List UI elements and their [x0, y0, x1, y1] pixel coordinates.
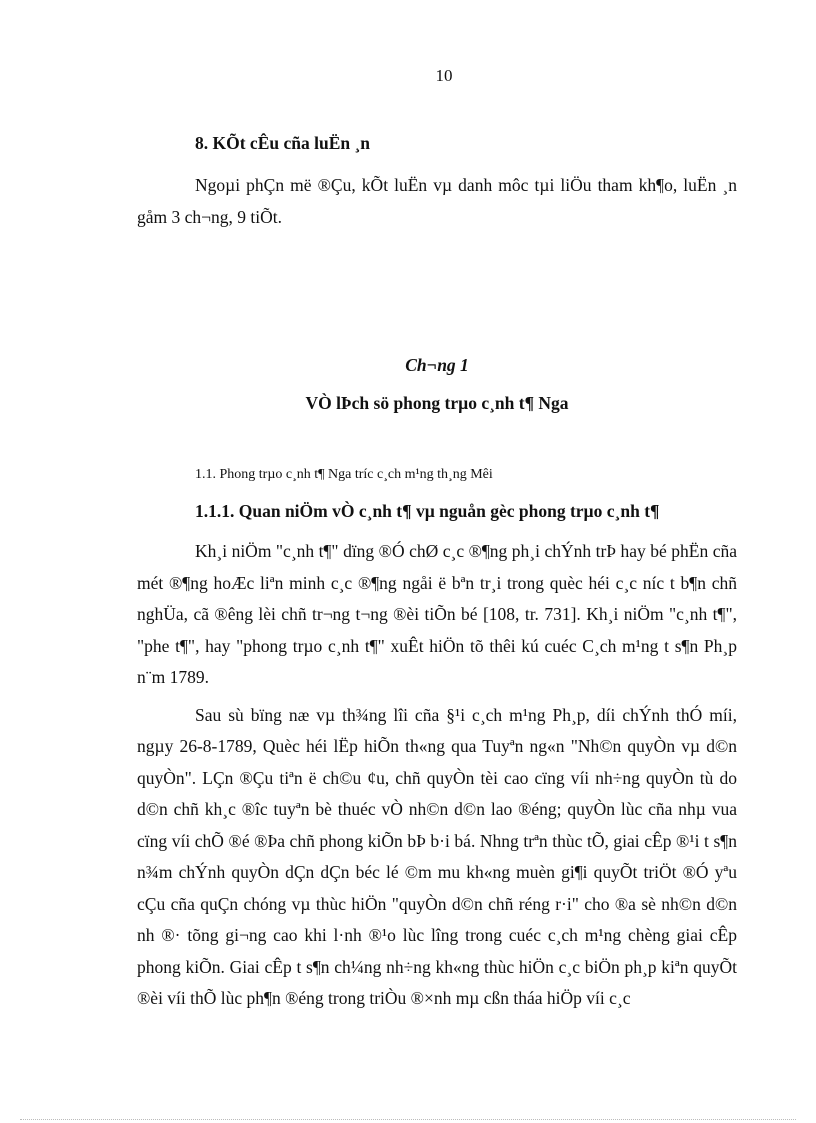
body-paragraph-1: Kh¸i niÖm "c¸nh t¶" dïng ®Ó chØ c¸c ®¶ng ph¸i chÝnh trÞ hay bé phËn cña mét ®¶ng hoÆc liªn minh c¸c ®¶ng ngåi ë bªn tr¸i trong quèc héi c¸c níc t b¶n chñ nghÜa, cã ®êng lèi chñ tr¬ng t¬ng ®èi tiÕn bé [108, tr. 731]. Kh¸i niÖm "c¸nh t¶", "phe t¶", hay "phong trµo c¸nh t¶" xuÊt hiÖn tõ thêi kú cuéc C¸ch m¹ng t s¶n Ph¸p n¨m 1789. [137, 541, 737, 687]
chapter-label: Ch¬ng 1 [405, 355, 469, 375]
body-paragraph-2: Sau sù bïng næ vµ th¾ng lîi cña §¹i c¸ch m¹ng Ph¸p, díi chÝnh thÓ míi, ngµy 26-8-1789, Quèc héi lËp hiÕn th«ng qua Tuyªn ng«n "Nh©n quyÒn vµ d©n quyÒn". LÇn ®Çu tiªn ë ch©u ¢u, chñ quyÒn tèi cao cïng víi nh÷ng quyÒn tù do d©n chñ kh¸c ®îc tuyªn bè thuéc vÒ nh©n d©n lao ®éng; quyÒn lùc cña nhµ vua cïng víi chÕ ®é ®Þa chñ phong kiÕn bÞ b·i bá. Nhng trªn thùc tÕ, giai cÊp ®¹i t s¶n n¾m chÝnh quyÒn dÇn dÇn béc lé ©m mu kh«ng muèn gi¶i quyÕt triÖt ®Ó yªu cÇu cña quÇn chóng vµ thùc hiÖn "quyÒn d©n chñ réng r·i" cho ®a sè nh©n d©n nh ®· tõng gi¬ng cao khi l·nh ®¹o lùc lîng trong cuéc c¸ch m¹ng chèng giai cÊp phong kiÕn. Giai cÊp t s¶n ch¼ng nh÷ng kh«ng thùc hiÖn c¸c biÖn ph¸p kiªn quyÕt ®èi víi thÕ lùc ph¶n ®éng trong triÒu ®×nh mµ cßn tháa hiÖp víi c¸c [137, 704, 737, 1008]
section-8-heading: 8. KÕt cÊu cña luËn ¸n [195, 133, 371, 153]
page-number: 10 [435, 66, 453, 85]
section-8-body [137, 170, 737, 233]
section-8-paragraph: Ngoµi phÇn më ®Çu, kÕt luËn vµ danh môc tµi liÖu tham kh¶o, luËn ¸n gåm 3 ch¬ng, 9 tiÕt. [137, 175, 737, 227]
section-1-1-1-body [137, 536, 737, 1015]
section-1-1-heading: 1.1. Phong trµo c¸nh t¶ Nga tríc c¸ch m¹ng th¸ng Mêi [195, 467, 493, 482]
page-bottom-border [20, 1119, 796, 1120]
chapter-title: VÒ lÞch sö phong trµo c¸nh t¶ Nga [305, 393, 569, 413]
section-1-1-1-heading: 1.1.1. Quan niÖm vÒ c¸nh t¶ vµ nguån gèc phong trµo c¸nh t¶ [195, 501, 660, 521]
